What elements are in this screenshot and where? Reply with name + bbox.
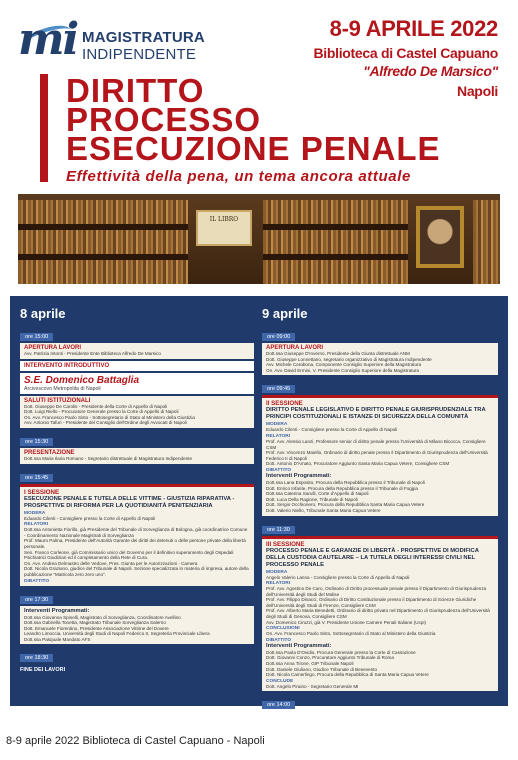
intervento-box (20, 361, 254, 371)
event-venue: Biblioteca di Castel Capuano (313, 45, 498, 61)
list-item: Dott.ssa Antonietta Fiorillo, già Presidente del Tribunale di Sorveglianza di Bologna, già coordinatrice Comune - Coordinamento Nazionale Magistrati di Sorveglianza (24, 527, 248, 538)
time-badge: ore 15:00 (20, 333, 53, 341)
presentazione-text: Dott.ssa Maria Ilaria Romano - Segretario distrettuale di Magistratura Indipendente (24, 455, 193, 461)
moderatore: Angelo Valerio Lanna - Consigliere presso la Corte di Appello di Napoli (266, 574, 410, 580)
subtitle: Effettività della pena, un tema ancora attuale (66, 168, 411, 185)
interventi-label: Interventi Programmati: (266, 472, 332, 479)
main-title (66, 72, 441, 167)
list-item: Dott.ssa Paola D'Ovidio, Procura Generale presso la Corte di Cassazione (266, 649, 416, 655)
list-item: Avv. Antonio Tafuri - Presidente del Consiglio dell'Ordine degli Avvocati di Napoli (24, 420, 187, 426)
list-item: Dott. Giovanni Conzo, Procuratore Aggiunto Tribunale di Roma (266, 655, 394, 661)
list-item: Dott. Daniele Giuliano, Giudice Tribunale di Benevento (266, 666, 378, 672)
moderatori-label: MODERA (24, 510, 46, 516)
list-item: On. Avv. David Ermini, V. Presidente Consiglio Superiore della Magistratura (266, 367, 420, 373)
list-item: Dott.ssa Anna Tirone, GIP Tribunale Napoli (266, 661, 354, 667)
list-item: Dott. Sergio Occhionero, Procura della Repubblica Santa Maria Capua Vetere (266, 502, 425, 508)
list-item: Dott. Emanuele Fiorentino, Presidente Associazione Vittime del Dovere (24, 625, 169, 631)
moderatore: Eduardo Cilenti - Consigliere presso la Corte di Appello di Napoli (266, 427, 398, 433)
bookshelf (263, 200, 408, 224)
speaker-role: Arcivescovo Metropolita di Napoli (24, 385, 101, 392)
list-item: Prof. Avv. Vincenzo Maiello, Ordinario di diritto penale presso il Dipartimento di Giurisprudenza dell'Università Federico II di Napoli (266, 450, 488, 461)
presentazione-title: PRESENTAZIONE (24, 449, 75, 456)
saluti-box (20, 396, 254, 428)
event-date: 8-9 APRILE 2022 (329, 16, 498, 41)
session2-box (262, 395, 498, 515)
speaker-name: S.E. Domenico Battaglia (24, 374, 140, 386)
list-item: Avv. Domenico Ciruzzi, già V. Presidente Unione Camere Penali Italiane (Ucpi) (266, 619, 427, 625)
day1-column (20, 306, 254, 673)
interventi-label: Interventi Programmati: (266, 642, 332, 649)
list-item: Dott.ssa Giuseppe D'Inverno, Presidente della Giunta distrettuale ANM (266, 351, 410, 356)
list-item: Prof. Avv. Alberto Maria Benedetti, Ordinario di diritto privato nel Dipartimento di Giurisprudenza dell'Università degli Studi di Genova, Consigliere CSM (266, 608, 490, 620)
session3-title: III SESSIONE (266, 540, 305, 548)
time-badge: ore 09:45 (262, 385, 295, 393)
session1-subtitle: ESECUZIONE PENALE E TUTELA DELLE VITTIME - GIUSTIZIA RIPARATIVA - PROSPETTIVE DI RIFORMA PER LA QUOTIDIANITÀ PENITENZIARIA (24, 495, 235, 509)
list-item: Dott.ssa Pasquale Mandato AFS (24, 636, 91, 642)
bookshelf (18, 230, 188, 254)
session1-box (20, 484, 254, 586)
list-item: Dott. Giuseppe De Carolis - Presidente della Corte di Appello di Napoli (24, 403, 168, 409)
library-sign (196, 210, 252, 246)
list-item: Dott. Valerio Niello, Tribunale Santa Maria Capua Vetere (266, 507, 381, 513)
time-badge: ore 09:00 (262, 333, 295, 341)
bookshelf (18, 200, 188, 224)
title-line-2: PROCESSO (66, 101, 262, 138)
title-line-1: DIRITTO (66, 72, 205, 109)
day2-column (262, 306, 498, 720)
interventi-label: Interventi Programmati: (24, 607, 90, 614)
list-item: Leandro Limoccia, Università degli Studi di Napoli Federico II, Segreteria Provinciale Libera (24, 631, 210, 637)
logo-line2: INDIPENDENTE (82, 46, 197, 63)
magistratura-indipendente-logo (18, 14, 208, 68)
bookshelf (18, 260, 188, 284)
apertura-box (20, 343, 254, 359)
logo-mark: mi (18, 14, 78, 65)
relatori-label: RELATORI (266, 433, 291, 439)
event-hall: "Alfredo De Marsico" (363, 63, 498, 79)
intervento-title: INTERVENTO INTRODUTTIVO (24, 362, 110, 369)
conclude-text: Dott. Angelo Piraino - Segretario Generale MI (266, 683, 359, 689)
dibattito-label: DIBATTITO (266, 467, 292, 473)
apertura-title: APERTURA LAVORI (266, 345, 323, 351)
time-badge: ore 15:45 (20, 474, 53, 482)
portrait-painting (416, 206, 464, 268)
list-item: Avv. Michele Cerabona, Componente Consiglio Superiore della Magistratura (266, 362, 422, 368)
apertura-title: APERTURA LAVORI (24, 345, 81, 351)
apertura-text: Avv. Patrizia Intonti - Presidente Ente Biblioteca Alfredo De Marsico (24, 351, 161, 356)
dibattito-label: DIBATTITO (266, 637, 292, 643)
session1-title: I SESSIONE (24, 488, 60, 496)
title-line-3: ESECUZIONE PENALE (66, 130, 441, 167)
list-item: Dott. Luigi Riello - Procuratore Generale presso la Corte di Appello di Napoli (24, 409, 179, 415)
saluti-title: SALUTI ISTITUZIONALI (24, 397, 91, 404)
moderatori-label: MODERA (266, 569, 288, 575)
conclude-label: CONCLUDE (266, 678, 294, 684)
dibattito-label: DIBATTITO (24, 578, 50, 584)
session2-title: II SESSIONE (266, 400, 303, 408)
bookshelf (263, 230, 408, 254)
list-item: Prof. Avv. Filippo Dinacci, Ordinario di Diritto Costituzionale presso il Dipartimento di Scienze Giuridiche dell'Università degli Studi di Firenze, Consigliere CSM (266, 597, 477, 608)
relatori-label: RELATORI (24, 522, 49, 528)
list-item: Dott.ssa Lana Esposito, Procura della Repubblica presso il Tribunale di Napoli (266, 479, 425, 485)
bookshelf (473, 200, 500, 284)
list-item: Dott.ssa Caterina Sarulli, Corte d'Appello di Napoli (266, 491, 369, 497)
moderatori-label: MODERA (266, 422, 288, 428)
session3-subtitle: PROCESSO PENALE E GARANZIE DI LIBERTÀ - PROSPETTIVE DI MODIFICA DELLA CUSTODIA CAUTELARE – LA TUTELA DEGLI INTERESSI CIVILI NEL PROCESSO PENALE (266, 547, 479, 568)
time-badge: ore 17:30 (20, 596, 53, 604)
bookshelf (263, 260, 408, 284)
conclusioni-label: CONCLUSIONI (266, 626, 300, 632)
library-photo (18, 194, 500, 284)
time-badge: ore 11:30 (262, 526, 295, 534)
library-sign-text: IL LIBRO (209, 216, 239, 223)
time-badge: ore 14:00 (262, 701, 295, 709)
presentazione-box (20, 448, 254, 464)
list-item: Dott. Enrico Infante, Procura della Repubblica presso il Tribunale di Foggia (266, 485, 418, 491)
time-badge: ore 18:30 (20, 654, 53, 662)
list-item: Sen. Franco Corleone, già Commissario unico del Governo per il definitivo superamento degli Ospedali Psichiatrici Giudiziari ed il completamento della Rete di Cura. (24, 549, 234, 561)
caption: 8-9 aprile 2022 Biblioteca di Castel Capuano - Napoli (6, 735, 265, 747)
fine-lavori: FINE DEI LAVORI (20, 667, 66, 674)
relatori-label: RELATORI (266, 581, 291, 587)
program-panel (10, 296, 508, 721)
list-item: Dott.ssa Giovanna Spinelli, Magistrato di Sorveglianza, Coordinatore Avellino (24, 614, 181, 620)
session3-box (262, 536, 498, 692)
list-item: Prof. Avv. Agostino De Caro, Ordinario di Diritto processuale penale presso il Dipartimento di Giurisprudenza dell'Università degli Studi del Molise (266, 586, 487, 597)
session2-subtitle: DIRITTO PENALE LEGISLATIVO E DIRITTO PENALE GIURISPRUDENZIALE TRA PRINCIPI COSTITUZIONALI E ISTANZE DI SICUREZZA DELLA COMUNITÀ (266, 407, 486, 421)
time-badge: ore 15:30 (20, 438, 53, 446)
list-item: On. Avv. Andrea Delmastro delle Vedove, Pres. Giunta per le Autorizzazioni - Camera (24, 560, 198, 566)
day2-label: 9 aprile (262, 306, 308, 321)
list-item: Dott. Nicola Camerlingo, Procura della Repubblica di Santa Maria Capua Vetere (266, 672, 429, 678)
interventi-box (20, 606, 254, 645)
apertura-box (262, 343, 498, 375)
title-accent-bar (40, 74, 48, 182)
list-item: Dott. Luca Della Ragione, Tribunale di Napoli (266, 496, 358, 502)
day1-label: 8 aprile (20, 306, 66, 321)
moderatore: Eduardo Cilenti - Consigliere presso la Corte di Appello di Napoli (24, 515, 156, 521)
list-item: Dott. Giuseppe Lonnettano, segretario organizzativo di Magistratura Indipendente (266, 356, 432, 362)
list-item: On. Avv. Francesco Paolo Sisto - Sottosegretario di Stato al Ministero della Giustizia (24, 414, 195, 420)
list-item: Dott. Antonio D'Amato, Procuratore Aggiunto Santa Maria Capua Vetere, Consigliere CSM (266, 461, 450, 467)
fine-lavori: FINE DEI LAVORI (262, 714, 308, 721)
list-item: Prof. Avv. Alessio Lanzi, Professore senior di diritto penale presso l'Università di Milano Bicocca, Consigliere CSM (266, 438, 486, 450)
logo-line1: MAGISTRATURA (82, 29, 205, 46)
event-city: Napoli (457, 83, 498, 99)
list-item: Dott.ssa Gabriella Tonetta, Magistrato Tribunale Sorveglianza Salerno (24, 620, 166, 626)
list-item: Prof. Mauro Palma, Presidente dell'Autorità Garante dei diritti dei detenuti o delle persone private della libertà personale. (24, 538, 246, 549)
conclusioni-text: On. Avv. Francesco Paolo Sisto, Sottosegretario di Stato al Ministero della Giustizia (266, 631, 436, 637)
list-item: Dott. Nicola Graziano, giudice del Tribunale di Napoli. Sezione specializzata in materia di impresa, autore della pubblicazione "Matricola zero zero uno". (24, 566, 249, 577)
speaker-box (20, 373, 254, 394)
